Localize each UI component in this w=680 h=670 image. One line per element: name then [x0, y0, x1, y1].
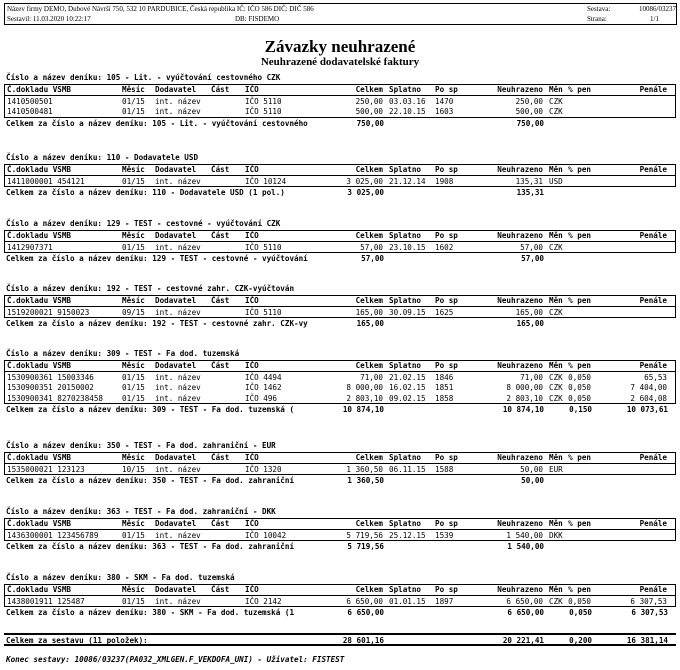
cell-posp: 1851: [435, 383, 454, 393]
table-header-row: [5, 231, 675, 242]
cell-total: 2 803,10: [346, 393, 383, 403]
cell-unpaid: 250,00: [515, 97, 543, 107]
report-footer: Konec sestavy: 10086/03237(PA032_XMLGEN.F_VEKDOFA_UNI) - Uživatel: FISTEST: [6, 655, 345, 664]
cell-supplier: int. název: [155, 393, 201, 403]
column-header-cur: Měn: [549, 85, 563, 94]
section-total-unpaid: 50,00: [521, 476, 544, 486]
section-total-label: Celkem za číslo a název deníku: 363 - TEST - Fa dod. zahraniční: [6, 542, 295, 552]
column-header-ico: IČO: [245, 585, 259, 594]
section-table: [4, 295, 676, 318]
column-header-penalty: Penále: [639, 361, 667, 370]
column-header-doc: Č.dokladu VSMB: [7, 296, 72, 305]
section-total-unpaid: 6 650,00: [507, 608, 544, 618]
cell-supplier: int. název: [155, 97, 201, 107]
section-total-row: [4, 405, 676, 415]
generated-timestamp: Sestavil: 11.03.2020 10:22:17: [7, 15, 91, 23]
column-header-total: Celkem: [355, 296, 383, 305]
cell-due: 23.10.15: [389, 243, 426, 253]
column-header-total: Celkem: [355, 231, 383, 240]
column-header-doc: Č.dokladu VSMB: [7, 453, 72, 462]
cell-due: 16.02.15: [389, 383, 426, 393]
report-label: Sestava:: [587, 5, 611, 13]
section-total-label: Celkem za číslo a název deníku: 380 - SKM - Fa dod. tuzemská (1: [6, 608, 295, 618]
cell-due: 22.10.15: [389, 107, 426, 117]
section-total-row: [4, 254, 676, 264]
column-header-pct: % pen: [568, 519, 591, 528]
column-header-doc: Č.dokladu VSMB: [7, 361, 72, 370]
column-header-unpaid: Neuhrazeno: [497, 361, 543, 370]
section-table: [4, 164, 676, 187]
column-header-unpaid: Neuhrazeno: [497, 519, 543, 528]
column-header-part: Část: [211, 519, 230, 528]
section-total-unpaid: 1 540,00: [507, 542, 544, 552]
cell-total: 165,00: [355, 308, 383, 318]
table-header-row: [5, 453, 675, 464]
cell-ico: IČO 5110: [245, 97, 282, 107]
cell-ico: IČO 5110: [245, 243, 282, 253]
column-header-pct: % pen: [568, 85, 591, 94]
table-row: [5, 531, 675, 541]
cell-due: 25.12.15: [389, 531, 426, 541]
section-table: [4, 584, 676, 607]
column-header-posp: Po sp: [435, 296, 458, 305]
cell-cur: CZK: [549, 243, 563, 253]
section-total-unpaid: 10 874,10: [502, 404, 544, 414]
section-title: Číslo a název deníku: 105 - Lit. - vyúčtování cestovného CZK: [6, 73, 281, 82]
table-row: [5, 597, 675, 607]
column-header-doc: Č.dokladu VSMB: [7, 85, 72, 94]
cell-total: 6 650,00: [346, 597, 383, 607]
cell-ico: IČO 1320: [245, 465, 282, 475]
column-header-doc: Č.dokladu VSMB: [7, 231, 72, 240]
cell-total: 1 360,50: [346, 465, 383, 475]
section-table: [4, 518, 676, 541]
cell-supplier: int. název: [155, 177, 201, 187]
column-header-unpaid: Neuhrazeno: [497, 296, 543, 305]
report-header: [4, 3, 677, 25]
cell-supplier: int. název: [155, 597, 201, 607]
column-header-pct: % pen: [568, 296, 591, 305]
cell-posp: 1858: [435, 393, 454, 403]
column-header-supplier: Dodavatel: [155, 296, 197, 305]
section-total-row: [4, 319, 676, 329]
column-header-total: Celkem: [355, 165, 383, 174]
column-header-pct: % pen: [568, 585, 591, 594]
section-total-pct: 0,150: [569, 404, 592, 414]
cell-supplier: int. název: [155, 465, 201, 475]
cell-doc: 1530900361 15003346: [7, 373, 94, 383]
table-header-row: [5, 361, 675, 372]
report-title: Závazky neuhrazené: [264, 37, 416, 56]
cell-doc: 1436300001 123456789: [7, 531, 99, 541]
cell-posp: 1846: [435, 373, 454, 383]
cell-total: 250,00: [355, 97, 383, 107]
column-header-cur: Měn: [549, 361, 563, 370]
section-total-total: 5 719,56: [347, 542, 384, 552]
cell-supplier: int. název: [155, 243, 201, 253]
cell-unpaid: 6 650,00: [506, 597, 543, 607]
section-title: Číslo a název deníku: 129 - TEST - cestovné - vyúčtování CZK: [6, 219, 281, 228]
column-header-unpaid: Neuhrazeno: [497, 585, 543, 594]
column-header-supplier: Dodavatel: [155, 453, 197, 462]
table-row: [5, 97, 675, 107]
cell-posp: 1588: [435, 465, 454, 475]
cell-ico: IČO 10042: [245, 531, 287, 541]
cell-cur: CZK: [549, 393, 563, 403]
column-header-ico: IČO: [245, 453, 259, 462]
cell-month: 01/15: [122, 531, 145, 541]
column-header-cur: Měn: [549, 519, 563, 528]
column-header-part: Část: [211, 231, 230, 240]
cell-pct: 0,050: [568, 597, 591, 607]
cell-cur: CZK: [549, 597, 563, 607]
column-header-supplier: Dodavatel: [155, 165, 197, 174]
cell-due: 30.09.15: [389, 308, 426, 318]
column-header-posp: Po sp: [435, 453, 458, 462]
cell-unpaid: 1 540,00: [506, 531, 543, 541]
cell-total: 3 025,00: [346, 177, 383, 187]
page-label: Strana:: [587, 15, 607, 23]
table-row: [5, 394, 675, 404]
cell-cur: USD: [549, 177, 563, 187]
column-header-due: Splatno: [389, 296, 422, 305]
section-total-unpaid: 57,00: [521, 254, 544, 264]
cell-penalty: 65,53: [644, 373, 667, 383]
column-header-due: Splatno: [389, 231, 422, 240]
column-header-posp: Po sp: [435, 85, 458, 94]
section-title: Číslo a název deníku: 350 - TEST - Fa dod. zahraniční - EUR: [6, 441, 276, 450]
cell-supplier: int. název: [155, 107, 201, 117]
cell-penalty: 6 307,53: [630, 597, 667, 607]
cell-posp: 1625: [435, 308, 454, 318]
section-total-label: Celkem za číslo a název deníku: 110 - Dodavatele USD (1 pol.): [6, 188, 285, 198]
column-header-total: Celkem: [355, 453, 383, 462]
grand-total-penalty: 16 381,14: [626, 636, 668, 645]
cell-due: 21.02.15: [389, 373, 426, 383]
column-header-penalty: Penále: [639, 519, 667, 528]
column-header-ico: IČO: [245, 231, 259, 240]
column-header-supplier: Dodavatel: [155, 519, 197, 528]
section-total-total: 57,00: [361, 254, 384, 264]
column-header-due: Splatno: [389, 453, 422, 462]
cell-cur: CZK: [549, 373, 563, 383]
column-header-cur: Měn: [549, 585, 563, 594]
column-header-posp: Po sp: [435, 231, 458, 240]
grand-total-label: Celkem za sestavu (11 položek):: [6, 636, 148, 645]
column-header-part: Část: [211, 296, 230, 305]
column-header-due: Splatno: [389, 519, 422, 528]
table-row: [5, 243, 675, 253]
section-total-row: [4, 188, 676, 198]
column-header-penalty: Penále: [639, 585, 667, 594]
cell-unpaid: 2 803,10: [506, 393, 543, 403]
column-header-due: Splatno: [389, 585, 422, 594]
cell-unpaid: 8 000,00: [506, 383, 543, 393]
section-total-unpaid: 165,00: [516, 319, 544, 329]
column-header-pct: % pen: [568, 361, 591, 370]
section-total-row: [4, 608, 676, 618]
cell-doc: 1412907371: [7, 243, 53, 253]
cell-month: 01/15: [122, 107, 145, 117]
column-header-part: Část: [211, 361, 230, 370]
column-header-pct: % pen: [568, 165, 591, 174]
column-header-doc: Č.dokladu VSMB: [7, 519, 72, 528]
cell-pct: 0,050: [568, 373, 591, 383]
table-header-row: [5, 165, 675, 176]
table-header-row: [5, 519, 675, 530]
column-header-unpaid: Neuhrazeno: [497, 231, 543, 240]
cell-supplier: int. název: [155, 308, 201, 318]
cell-unpaid: 50,00: [520, 465, 543, 475]
column-header-month: Měsíc: [122, 231, 145, 240]
section-total-total: 1 360,50: [347, 476, 384, 486]
cell-doc: 1530900351 20150002: [7, 383, 94, 393]
cell-month: 01/15: [122, 373, 145, 383]
column-header-part: Část: [211, 85, 230, 94]
cell-total: 71,00: [360, 373, 383, 383]
cell-total: 8 000,00: [346, 383, 383, 393]
column-header-doc: Č.dokladu VSMB: [7, 165, 72, 174]
cell-ico: IČO 5110: [245, 308, 282, 318]
column-header-penalty: Penále: [639, 453, 667, 462]
column-header-posp: Po sp: [435, 519, 458, 528]
cell-cur: DKK: [549, 531, 563, 541]
cell-penalty: 7 404,00: [630, 383, 667, 393]
cell-due: 21.12.14: [389, 177, 426, 187]
section-total-unpaid: 750,00: [516, 118, 544, 128]
section-total-row: [4, 119, 676, 129]
cell-penalty: 2 604,08: [630, 393, 667, 403]
column-header-month: Měsíc: [122, 585, 145, 594]
cell-month: 01/15: [122, 243, 145, 253]
table-row: [5, 373, 675, 383]
cell-cur: CZK: [549, 383, 563, 393]
page-number: 1/1: [650, 15, 659, 23]
cell-due: 06.11.15: [389, 465, 426, 475]
column-header-penalty: Penále: [639, 85, 667, 94]
column-header-month: Měsíc: [122, 85, 145, 94]
cell-doc: 1438001911 125487: [7, 597, 85, 607]
section-total-label: Celkem za číslo a název deníku: 129 - TEST - cestovné - vyúčtování: [6, 254, 308, 264]
section-table: [4, 84, 676, 118]
column-header-month: Měsíc: [122, 165, 145, 174]
cell-unpaid: 135,31: [515, 177, 543, 187]
column-header-supplier: Dodavatel: [155, 361, 197, 370]
cell-month: 01/15: [122, 597, 145, 607]
cell-cur: CZK: [549, 308, 563, 318]
column-header-posp: Po sp: [435, 165, 458, 174]
table-row: [5, 465, 675, 475]
grand-total-pct: 0,200: [569, 636, 592, 645]
column-header-unpaid: Neuhrazeno: [497, 453, 543, 462]
column-header-ico: IČO: [245, 296, 259, 305]
column-header-total: Celkem: [355, 85, 383, 94]
column-header-supplier: Dodavatel: [155, 585, 197, 594]
cell-cur: CZK: [549, 107, 563, 117]
cell-total: 5 719,56: [346, 531, 383, 541]
cell-total: 500,00: [355, 107, 383, 117]
section-total-unpaid: 135,31: [516, 188, 544, 198]
report-number: 10086/03237: [639, 5, 676, 13]
column-header-ico: IČO: [245, 519, 259, 528]
column-header-cur: Měn: [549, 165, 563, 174]
cell-month: 01/15: [122, 97, 145, 107]
cell-posp: 1603: [435, 107, 454, 117]
table-row: [5, 308, 675, 318]
cell-doc: 1535000021 123123: [7, 465, 85, 475]
column-header-pct: % pen: [568, 453, 591, 462]
cell-ico: IČO 2142: [245, 597, 282, 607]
report-subtitle: Neuhrazené dodavatelské faktury: [260, 56, 420, 68]
section-total-total: 10 874,10: [342, 404, 384, 414]
section-total-total: 750,00: [356, 118, 384, 128]
column-header-penalty: Penále: [639, 231, 667, 240]
section-title: Číslo a název deníku: 363 - TEST - Fa dod. zahraniční - DKK: [6, 507, 276, 516]
column-header-penalty: Penále: [639, 165, 667, 174]
table-row: [5, 177, 675, 187]
section-table: [4, 230, 676, 253]
column-header-cur: Měn: [549, 231, 563, 240]
cell-unpaid: 500,00: [515, 107, 543, 117]
section-total-label: Celkem za číslo a název deníku: 350 - TEST - Fa dod. zahraniční: [6, 476, 295, 486]
column-header-cur: Měn: [549, 296, 563, 305]
cell-cur: CZK: [549, 97, 563, 107]
table-row: [5, 383, 675, 393]
cell-unpaid: 57,00: [520, 243, 543, 253]
cell-supplier: int. název: [155, 383, 201, 393]
column-header-month: Měsíc: [122, 361, 145, 370]
cell-due: 01.01.15: [389, 597, 426, 607]
column-header-unpaid: Neuhrazeno: [497, 165, 543, 174]
column-header-due: Splatno: [389, 165, 422, 174]
cell-total: 57,00: [360, 243, 383, 253]
column-header-month: Měsíc: [122, 519, 145, 528]
column-header-month: Měsíc: [122, 296, 145, 305]
cell-due: 09.02.15: [389, 393, 426, 403]
column-header-part: Část: [211, 585, 230, 594]
column-header-unpaid: Neuhrazeno: [497, 85, 543, 94]
cell-month: 01/15: [122, 383, 145, 393]
cell-posp: 1897: [435, 597, 454, 607]
cell-doc: 1519200021 9150023: [7, 308, 90, 318]
cell-ico: IČO 4494: [245, 373, 282, 383]
table-row: [5, 107, 675, 117]
section-total-label: Celkem za číslo a název deníku: 105 - Lit. - vyúčtování cestovného: [6, 118, 308, 128]
section-total-label: Celkem za číslo a název deníku: 192 - TEST - cestovné zahr. CZK-vy: [6, 319, 308, 329]
cell-unpaid: 165,00: [515, 308, 543, 318]
grand-total-total: 28 601,16: [342, 636, 384, 645]
column-header-part: Část: [211, 453, 230, 462]
cell-supplier: int. název: [155, 373, 201, 383]
section-title: Číslo a název deníku: 380 - SKM - Fa dod. tuzemská: [6, 573, 235, 582]
column-header-ico: IČO: [245, 85, 259, 94]
column-header-penalty: Penále: [639, 296, 667, 305]
grand-total: [4, 633, 676, 646]
section-title: Číslo a název deníku: 110 - Dodavatele USD: [6, 153, 199, 162]
cell-doc: 1410500481: [7, 107, 53, 117]
cell-ico: IČO 1462: [245, 383, 282, 393]
cell-ico: IČO 10124: [245, 177, 287, 187]
cell-posp: 1539: [435, 531, 454, 541]
grand-total-unpaid: 20 221,41: [502, 636, 544, 645]
column-header-ico: IČO: [245, 361, 259, 370]
cell-ico: IČO 496: [245, 393, 278, 403]
column-header-total: Celkem: [355, 519, 383, 528]
column-header-due: Splatno: [389, 85, 422, 94]
column-header-due: Splatno: [389, 361, 422, 370]
column-header-ico: IČO: [245, 165, 259, 174]
column-header-pct: % pen: [568, 231, 591, 240]
column-header-posp: Po sp: [435, 361, 458, 370]
section-table: [4, 360, 676, 404]
table-header-row: [5, 585, 675, 596]
column-header-part: Část: [211, 165, 230, 174]
section-title: Číslo a název deníku: 192 - TEST - cestovné zahr. CZK-vyúčtován: [6, 284, 295, 293]
section-total-total: 165,00: [356, 319, 384, 329]
cell-month: 01/15: [122, 177, 145, 187]
section-total-row: [4, 476, 676, 486]
section-total-penalty: 10 073,61: [626, 404, 668, 414]
section-title: Číslo a název deníku: 309 - TEST - Fa dod. tuzemská: [6, 349, 240, 358]
section-total-label: Celkem za číslo a název deníku: 309 - TEST - Fa dod. tuzemská (: [6, 404, 295, 414]
column-header-posp: Po sp: [435, 585, 458, 594]
cell-posp: 1602: [435, 243, 454, 253]
section-total-pct: 0,050: [569, 608, 592, 618]
section-total-total: 6 650,00: [347, 608, 384, 618]
cell-doc: 1411000001 454121: [7, 177, 85, 187]
table-header-row: [5, 296, 675, 307]
column-header-total: Celkem: [355, 361, 383, 370]
cell-month: 01/15: [122, 393, 145, 403]
column-header-supplier: Dodavatel: [155, 85, 197, 94]
column-header-month: Měsíc: [122, 453, 145, 462]
cell-pct: 0,050: [568, 393, 591, 403]
cell-due: 03.03.16: [389, 97, 426, 107]
cell-doc: 1410500501: [7, 97, 53, 107]
cell-cur: EUR: [549, 465, 563, 475]
cell-doc: 1530900341 8270238458: [7, 393, 104, 403]
cell-month: 10/15: [122, 465, 145, 475]
column-header-total: Celkem: [355, 585, 383, 594]
section-total-total: 3 025,00: [347, 188, 384, 198]
cell-pct: 0,050: [568, 383, 591, 393]
company-info: Název firmy DEMO, Dubové Návrší 750, 532 10 PARDUBICE, Česká republika IČ: IČO 586 DIČ: DIČ 586: [7, 5, 314, 13]
cell-supplier: int. název: [155, 531, 201, 541]
cell-ico: IČO 5110: [245, 107, 282, 117]
column-header-cur: Měn: [549, 453, 563, 462]
section-table: [4, 452, 676, 475]
section-total-penalty: 6 307,53: [631, 608, 668, 618]
database-name: DB: FISDEMO: [235, 15, 280, 23]
cell-month: 09/15: [122, 308, 145, 318]
cell-unpaid: 71,00: [520, 373, 543, 383]
column-header-supplier: Dodavatel: [155, 231, 197, 240]
section-total-row: [4, 542, 676, 552]
cell-posp: 1470: [435, 97, 454, 107]
column-header-doc: Č.dokladu VSMB: [7, 585, 72, 594]
cell-posp: 1908: [435, 177, 454, 187]
table-header-row: [5, 85, 675, 96]
